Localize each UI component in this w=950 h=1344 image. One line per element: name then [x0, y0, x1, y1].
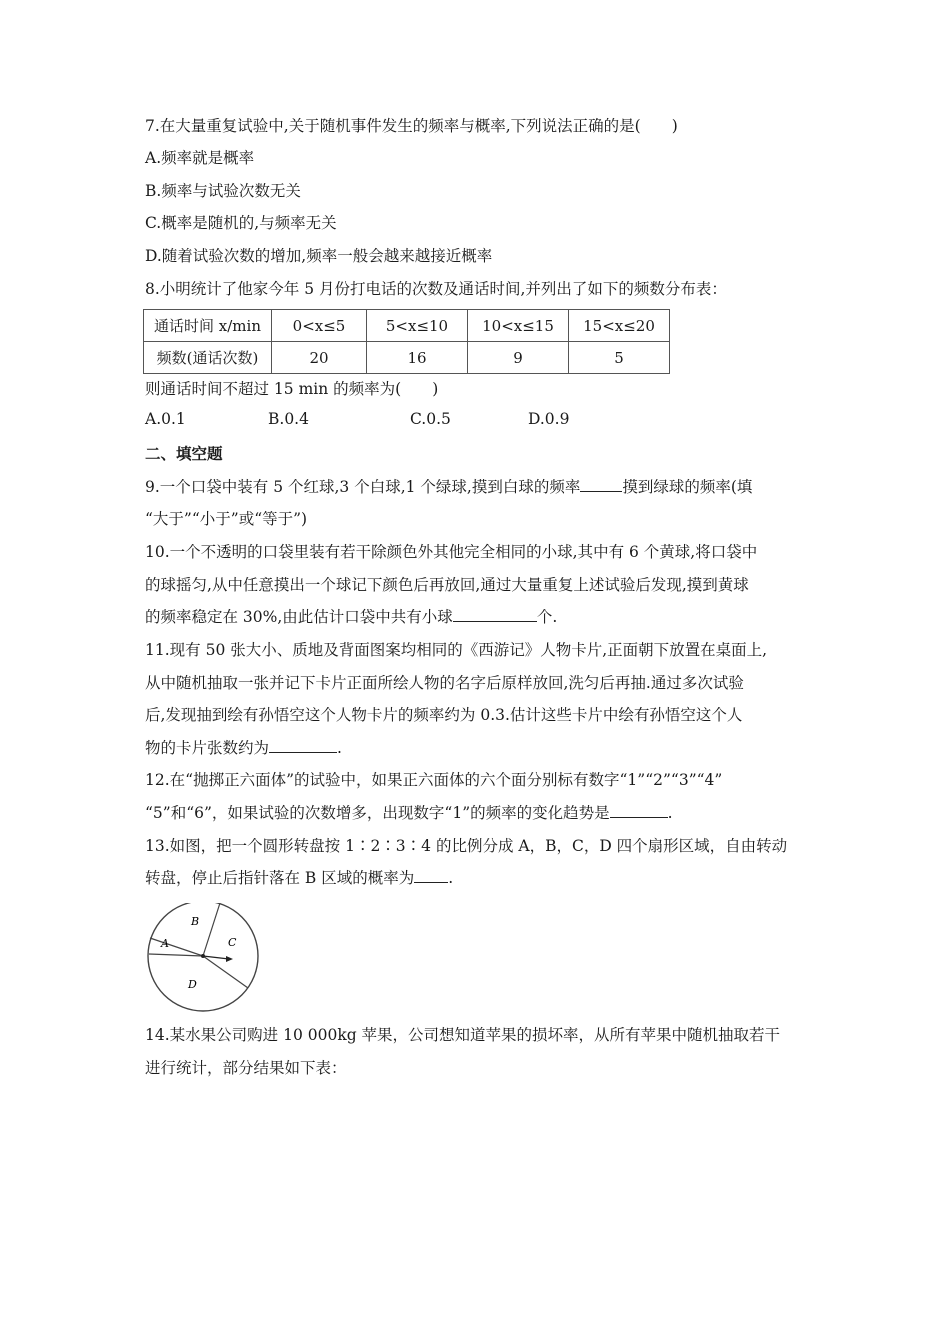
answer-blank[interactable] — [610, 803, 668, 818]
q12-line-2 — [145, 802, 673, 824]
q8-option-d: D.0.9 — [528, 410, 570, 428]
q13-line-1: 13.如图，把一个圆形转盘按 1∶2∶3∶4 的比例分成 A，B，C，D 四个扇形区域，自由转动 — [145, 837, 788, 855]
q7-option-a: A.频率就是概率 — [145, 149, 255, 167]
q9-text-a: 9.一个口袋中装有 5 个红球,3 个白球,1 个绿球,摸到白球的频率 — [145, 478, 581, 496]
answer-blank[interactable] — [414, 868, 448, 883]
table-cell: 10<x≤15 — [468, 310, 569, 342]
table-cell: 5 — [569, 342, 670, 374]
answer-blank[interactable] — [580, 477, 622, 492]
q12-text-a: “5”和“6”，如果试验的次数增多，出现数字“1”的频率的变化趋势是 — [145, 804, 610, 822]
q8-stem: 8.小明统计了他家今年 5 月份打电话的次数及通话时间,并列出了如下的频数分布表： — [145, 280, 727, 298]
spinner-center — [201, 954, 205, 958]
q14-line-2: 进行统计，部分结果如下表： — [145, 1059, 347, 1077]
answer-blank[interactable] — [453, 607, 537, 622]
table-cell: 16 — [367, 342, 468, 374]
table-cell: 20 — [272, 342, 367, 374]
section-title: 二、填空题 — [145, 445, 223, 463]
q10-line-1: 10.一个不透明的口袋里装有若干除颜色外其他完全相同的小球,其中有 6 个黄球,将口袋中 — [145, 543, 758, 561]
sector-label-a: A — [161, 937, 169, 950]
q7-option-c: C.概率是随机的,与频率无关 — [145, 214, 337, 232]
divider-line — [203, 956, 248, 988]
table-cell: 通话时间 x/min — [144, 310, 272, 342]
q9-text-b: 摸到绿球的频率(填 — [622, 478, 753, 496]
q8-option-c: C.0.5 — [410, 410, 451, 428]
q7-stem: 7.在大量重复试验中,关于随机事件发生的频率与概率,下列说法正确的是( ) — [145, 117, 678, 135]
frequency-table — [143, 309, 670, 374]
q8-option-b: B.0.4 — [268, 410, 309, 428]
sector-label-b: B — [191, 915, 200, 928]
table-row — [144, 342, 670, 374]
q8-option-a: A.0.1 — [145, 410, 186, 428]
sector-label-c: C — [228, 936, 237, 949]
pointer-arrow-icon — [226, 956, 233, 962]
q11-line-1: 11.现有 50 张大小、质地及背面图案均相同的《西游记》人物卡片,正面朝下放置在桌面上, — [145, 641, 768, 659]
q7-option-d: D.随着试验次数的增加,频率一般会越来越接近概率 — [145, 247, 493, 265]
q7-option-b: B.频率与试验次数无关 — [145, 182, 301, 200]
q11-text-b: . — [337, 739, 342, 757]
q10-line-2: 的球摇匀,从中任意摸出一个球记下颜色后再放回,通过大量重复上述试验后发现,摸到黄球 — [145, 576, 749, 594]
q12-text-b: . — [667, 804, 673, 822]
q10-text-a: 的频率稳定在 30%,由此估计口袋中共有小球 — [145, 608, 453, 626]
q11-text-a: 物的卡片张数约为 — [145, 739, 270, 757]
sector-label-d: D — [188, 978, 197, 991]
table-cell: 频数(通话次数) — [144, 342, 272, 374]
spinner-figure — [145, 903, 261, 1013]
q11-line-3: 后,发现抽到绘有孙悟空这个人物卡片的频率约为 0.3.估计这些卡片中绘有孙悟空这个人 — [145, 706, 743, 724]
table-cell: 15<x≤20 — [569, 310, 670, 342]
q8-question: 则通话时间不超过 15 min 的频率为( ) — [145, 380, 439, 398]
q11-line-4 — [145, 737, 342, 759]
q14-line-1: 14.某水果公司购进 10 000kg 苹果，公司想知道苹果的损坏率，从所有苹果中随机抽取若干 — [145, 1026, 781, 1044]
table-cell: 5<x≤10 — [367, 310, 468, 342]
table-cell: 0<x≤5 — [272, 310, 367, 342]
table-header-row — [144, 310, 670, 342]
q11-line-2: 从中随机抽取一张并记下卡片正面所绘人物的名字后原样放回,洗匀后再抽.通过多次试验 — [145, 674, 744, 692]
q13-text-a: 转盘，停止后指针落在 B 区域的概率为 — [145, 869, 415, 887]
q10-text-b: 个. — [536, 608, 558, 626]
table-cell: 9 — [468, 342, 569, 374]
divider-line — [149, 954, 203, 956]
divider-line — [203, 903, 220, 956]
q9-line-2: “大于”“小于”或“等于”) — [145, 510, 308, 528]
divider-line — [150, 938, 203, 956]
q10-line-3 — [145, 606, 557, 628]
q13-text-b: . — [448, 869, 454, 887]
q9-line-1 — [145, 476, 752, 498]
q13-line-2 — [145, 867, 453, 889]
answer-blank[interactable] — [269, 738, 337, 753]
q12-line-1: 12.在“抛掷正六面体”的试验中，如果正六面体的六个面分别标有数字“1”“2”“3”“4” — [145, 771, 723, 789]
